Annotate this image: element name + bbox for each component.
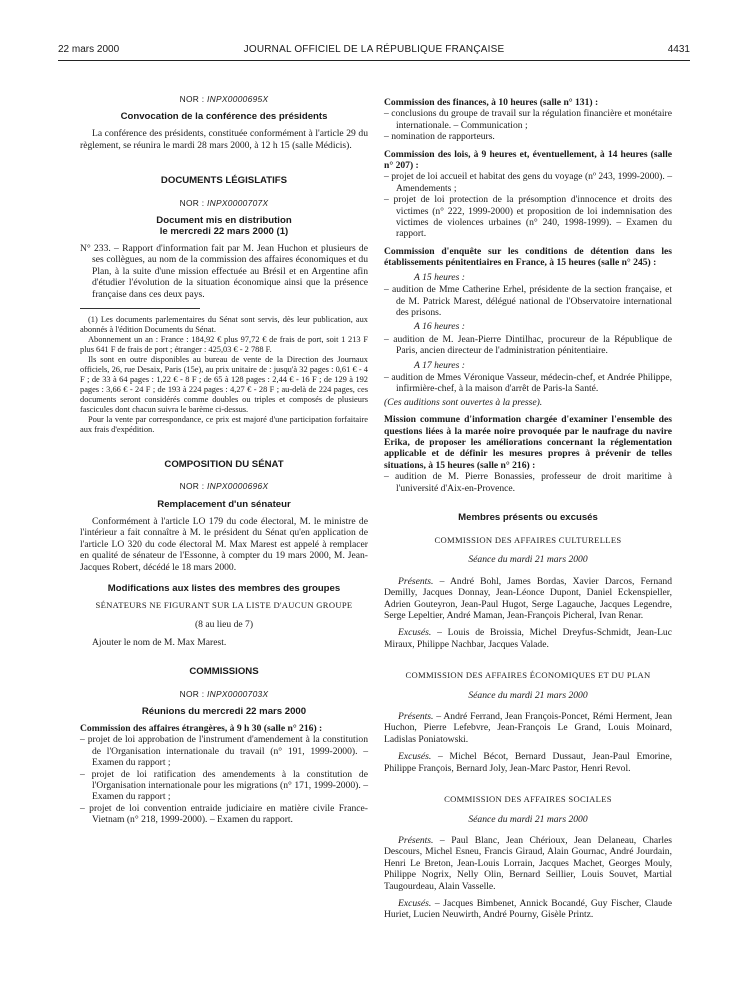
list-item: – projet de loi ratification des amendements à la constitution de l'Organisation internationale pour les migrations (n° 171, 1999-2000). – Examen du rapport ;	[80, 768, 368, 803]
docs-subtitle: Document mis en distribution le mercredi 22 mars 2000 (1)	[156, 215, 292, 238]
excuses-list: Excusés. – Louis de Broissia, Michel Dreyfus-Schmidt, Jean-Luc Miraux, Philippe Nachbar, Jacques Valade.	[384, 627, 672, 650]
footnote: (1) Les documents parlementaires du Sénat sont servis, dès leur publication, aux abonnés à l'édition Documents du Sénat.	[80, 315, 368, 335]
list-item: – projet de loi accueil et habitat des gens du voyage (nº 243, 1999-2000). – Amendements ;	[384, 171, 672, 194]
modif-count: (8 au lieu de 7)	[194, 619, 254, 631]
commissions-section-title: COMMISSIONS	[189, 666, 259, 678]
nor-reference: NOR : INPX0000696X	[179, 481, 269, 492]
presents-list: Présents. – André Bohl, James Bordas, Xavier Darcos, Fernand Demilly, Jacques Donnay, Jean-Léonce Dupont, Daniel Eckenspieller, Adrien Gouteyron, Jean-Paul Hugot, Serge Lagauche, Jacques Legendre, Serge Lepeltier, André Maman, Jean-François Picheral, Ivan Renar.	[384, 575, 672, 622]
press-note: (Ces auditions sont ouvertes à la presse).	[384, 396, 543, 408]
journal-title: JOURNAL OFFICIEL DE LA RÉPUBLIQUE FRANÇAISE	[243, 44, 505, 55]
seance-date: Séance du mardi 21 mars 2000	[468, 813, 588, 825]
convocation-title: Convocation de la conférence des présidents	[120, 111, 328, 123]
header-date: 22 mars 2000	[58, 44, 120, 55]
etrangeres-heading: Commission des affaires étrangères, à 9 h 30 (salle n° 216) :	[80, 722, 323, 734]
commission-block	[384, 535, 672, 650]
left-column	[80, 94, 368, 826]
list-item: – projet de loi convention entraide judiciaire en matière civile France-Vietnam (n° 218, 1999-2000). – Examen du rapport.	[80, 802, 368, 826]
presents-list: Présents. – André Ferrand, Jean François-Poncet, Rémi Herment, Jean Huchon, Pierre Lefebvre, Jean-François Le Grand, Louis Moinard, Ladislas Poniatowski.	[384, 711, 672, 745]
seance-date: Séance du mardi 21 mars 2000	[468, 554, 588, 566]
page-header	[58, 44, 690, 60]
nor-reference: NOR : INPX0000695X	[179, 94, 269, 104]
footnote: Abonnement un an : France : 184,92 € plus 97,72 € de frais de port, soit 1 213 F plus 641 F de frais de port ; étranger : 425,03 € - 2 788 F.	[80, 335, 368, 355]
list-item: – audition de Mme Catherine Erhel, présidente de la section française, et de M. Patrick Marest, délégué national de l'Observatoire international des prisons.	[384, 284, 672, 318]
remplacement-text: Conformément à l'article LO 179 du code électoral, M. le ministre de l'intérieur a fait connaître à M. le président du Sénat qu'en application de l'article LO 320 du code électoral M. Max Marest est appelé à remplacer en qualité de sénateur de l'Essonne, à compter du 19 mars 2000, M. Jean-Jacques Robert, décédé le 18 mars 2000.	[80, 515, 368, 573]
commission-name: COMMISSION DES AFFAIRES SOCIALES	[444, 794, 612, 805]
commission-name: COMMISSION DES AFFAIRES CULTURELLES	[434, 535, 622, 545]
presents-list: Présents. – Paul Blanc, Jean Chérioux, Jean Delaneau, Charles Descours, Michel Esneu, Francis Giraud, Alain Gournac, André Jourdain, Henri Le Breton, Jean-Louis Lorrain, Jacques Machet, Georges Mouly, Philippe Nogrix, Nelly Olin, Bernard Seillier, Louis Souvet, Martial Taugourdeau, Alain Vasselle.	[384, 834, 672, 892]
footnote: Ils sont en outre disponibles au bureau de vente de la Direction des Journaux officiels, 26, rue Desaix, Paris (15e), au prix unitaire de : jusqu'à 32 pages : 0,61 € - 4 F ; de 33 à 64 pages : 1,22 € - 8 F ; de 65 à 128 pages : 2,44 € - 16 F ; de 129 à 192 pages : 3,66 € - 24 F ; de 193 à 224 pages : 4,27 € - 28 F ; au-delà de 224 pages, ces documents seront considérés comme doubles ou triples et composés de plusieurs fascicules dont chacun suivra le barème ci-dessus.	[80, 355, 368, 415]
list-item: – nomination de rapporteurs.	[384, 131, 495, 143]
mission-heading: Mission commune d'information chargée d'examiner l'ensemble des questions liées à la marée noire provoquée par le naufrage du navire Erika, de proposer les améliorations concernant la réglementation applicable et de définir les mesures propres à prévenir de telles situations, à 15 heures (salle n° 216) :	[384, 414, 672, 471]
right-column	[384, 97, 672, 927]
finances-heading: Commission des finances, à 10 heures (salle n° 131) :	[384, 97, 599, 108]
list-item: – conclusions du groupe de travail sur la régulation financière et monétaire internationale. – Communication ;	[384, 108, 672, 131]
excuses-list: Excusés. – Michel Bécot, Bernard Dussaut, Jean-Paul Emorine, Philippe François, Bernard Joly, Jean-Marc Pastor, Henri Revol.	[384, 751, 672, 774]
modif-title: Modifications aux listes des membres des groupes	[107, 582, 341, 594]
nor-reference: NOR : INPX0000707X	[179, 197, 269, 208]
time-label: A 15 heures :	[414, 271, 465, 283]
seance-date: Séance du mardi 21 mars 2000	[468, 689, 588, 701]
nor-reference: NOR : INPX0000703X	[179, 688, 269, 699]
lois-heading: Commission des lois, à 9 heures et, éventuellement, à 14 heures (salle n° 207) :	[384, 148, 672, 172]
modif-text: Ajouter le nom de M. Max Marest.	[92, 636, 227, 648]
time-label: A 16 heures :	[414, 321, 465, 333]
document-entry: N° 233. – Rapport d'information fait par M. Jean Huchon et plusieurs de ses collègues, au nom de la commission des affaires économiques et du Plan, à la suite d'une mission effectuée au Brésil et en Argentine afin d'étudier l'évolution de la situation économique ainsi que la présence française dans ces deux pays.	[80, 243, 368, 300]
compo-section-title: COMPOSITION DU SÉNAT	[164, 459, 284, 471]
enquete-heading: Commission d'enquête sur les conditions de détention dans les établissements pénitentiaires en France, à 15 heures (salle n° 245) :	[384, 245, 672, 269]
list-item: – projet de loi protection de la présomption d'innocence et droits des victimes (n° 222, 1999-2000) et proposition de loi indemnisation des victimes de violences urbaines (n° 240, 1998-1999). – Examen du rapport.	[384, 194, 672, 240]
page-number: 4431	[667, 44, 690, 55]
footnotes	[80, 315, 368, 435]
commission-block	[384, 794, 672, 921]
commission-block	[384, 670, 672, 774]
time-label: A 17 heures :	[414, 359, 465, 371]
excuses-list: Excusés. – Jacques Bimbenet, Annick Bocandé, Guy Fischer, Claude Huriet, Lucien Neuwirth, André Pourny, Gisèle Printz.	[384, 897, 672, 921]
footnote: Pour la vente par correspondance, ce prix est majoré d'une participation forfaitaire aux frais d'expédition.	[80, 415, 368, 435]
footnote-rule	[80, 308, 200, 309]
list-item: – audition de Mmes Véronique Vasseur, médecin-chef, et Andrée Philippe, infirmière-chef, à la maison d'arrêt de Paris-la Santé.	[384, 371, 672, 395]
list-item: – audition de M. Pierre Bonassies, professeur de droit maritime à l'université d'Aix-en-Provence.	[384, 471, 672, 494]
docs-section-title: DOCUMENTS LÉGISLATIFS	[160, 175, 288, 187]
list-item: – audition de M. Jean-Pierre Dintilhac, procureur de la République de Paris, ancien directeur de l'administration pénitentiaire.	[384, 333, 672, 357]
remplacement-title: Remplacement d'un sénateur	[157, 498, 291, 510]
list-item: – projet de loi approbation de l'instrument d'amendement à la constitution de l'Organisation internationale du travail (n° 191, 1999-2000). – Examen du rapport ;	[80, 734, 368, 769]
membres-title: Membres présents ou excusés	[458, 512, 598, 523]
header-rule	[58, 60, 690, 61]
modif-caps: SÉNATEURS NE FIGURANT SUR LA LISTE D'AUCUN GROUPE	[95, 599, 353, 610]
convocation-text: La conférence des présidents, constituée conformément à l'article 29 du règlement, se réunira le mardi 28 mars 2000, à 12 h 15 (salle Médicis).	[80, 128, 368, 151]
commission-name: COMMISSION DES AFFAIRES ÉCONOMIQUES ET DU PLAN	[405, 670, 651, 681]
reunions-title: Réunions du mercredi 22 mars 2000	[141, 705, 307, 717]
